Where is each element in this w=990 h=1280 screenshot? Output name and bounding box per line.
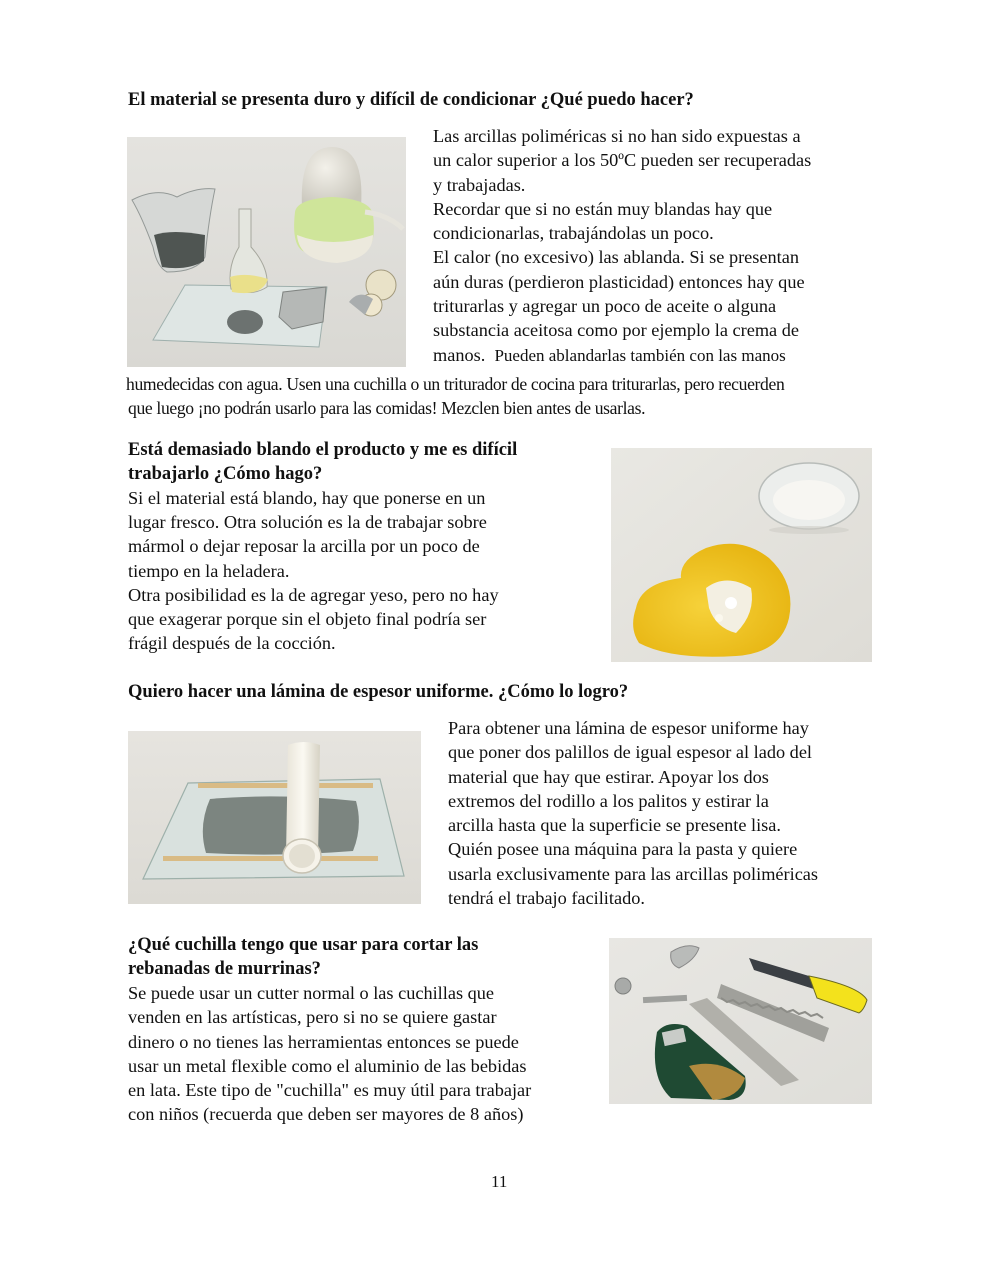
body-line: substancia aceitosa como por ejemplo la crema de	[433, 320, 799, 341]
section-2-text	[128, 439, 598, 655]
body-line: triturarlas y agregar un poco de aceite o alguna	[433, 296, 777, 317]
body-line: en lata. Este tipo de "cuchilla" es muy útil para trabajar	[128, 1080, 532, 1101]
body-line: usar un metal flexible como el aluminio de las bebidas	[128, 1055, 527, 1076]
section-4-body	[128, 981, 603, 1127]
body-line: y trabajadas.	[433, 174, 526, 195]
body-line: Las arcillas poliméricas si no han sido expuestas a	[433, 126, 801, 146]
section-1-body	[433, 124, 883, 368]
section-heading-uniform-sheet: Quiero hacer una lámina de espesor uniforme. ¿Cómo lo logro?	[128, 682, 629, 702]
body-line: dinero o no tienes las herramientas entonces se puede	[128, 1031, 519, 1052]
body-line: material que hay que estirar. Apoyar los dos	[448, 766, 769, 787]
page-number: 11	[491, 1172, 508, 1191]
body-line: venden en las artísticas, pero si no se quiere gastar	[128, 1007, 497, 1028]
photo-yellow-clay-plaster	[611, 448, 872, 662]
section-3-body	[448, 716, 888, 910]
body-line: que poner dos palillos de igual espesor al lado del	[448, 742, 813, 763]
body-inline-tail: Pueden ablandarlas también con las manos	[494, 345, 786, 365]
body-line: Otra posibilidad es la de agregar yeso, pero no hay	[128, 584, 499, 605]
body-line: extremos del rodillo a los palitos y estirar la	[448, 790, 769, 811]
body-line: que luego ¡no podrán usarlo para las comidas! Mezclen bien antes de usarlas.	[128, 398, 646, 418]
body-line: lugar fresco. Otra solución es la de trabajar sobre	[128, 512, 487, 533]
body-line: Quién posee una máquina para la pasta y quiere	[448, 839, 798, 860]
body-line: mármol o dejar reposar la arcilla por un poco de	[128, 536, 480, 557]
section-2-body	[128, 486, 598, 655]
photo-rolling-clay-sheet	[128, 731, 421, 904]
body-line: Recordar que si no están muy blandas hay que	[433, 198, 773, 219]
section-4-text	[128, 934, 603, 1127]
heading-line: trabajarlo ¿Cómo hago?	[128, 463, 323, 484]
section-1-full-width-text	[126, 372, 784, 420]
body-line: humedecidas con agua. Usen una cuchilla o un triturador de cocina para triturarlas, pero recuerden	[126, 374, 785, 394]
body-line: frágil después de la cocción.	[128, 633, 336, 654]
heading-line: ¿Qué cuchilla tengo que usar para cortar las	[128, 935, 479, 955]
photo-clay-recovery-tools	[127, 137, 406, 367]
body-line-with-tail	[433, 343, 883, 368]
heading-line: rebanadas de murrinas?	[128, 958, 321, 979]
body-line: aún duras (perdieron plasticidad) entonces hay que	[433, 271, 805, 292]
body-line: Se puede usar un cutter normal o las cuchillas que	[128, 983, 495, 1003]
section-heading-soft-material	[128, 439, 598, 486]
body-line: tendrá el trabajo facilitado.	[448, 888, 645, 909]
body-line: Para obtener una lámina de espesor uniforme hay	[448, 718, 809, 738]
heading-line: Está demasiado blando el producto y me es difícil	[128, 440, 518, 460]
body-line: tiempo en la heladera.	[128, 560, 290, 581]
section-heading-blade	[128, 934, 603, 981]
body-line: con niños (recuerda que deben ser mayores de 8 años)	[128, 1104, 524, 1125]
body-line: usarla exclusivamente para las arcillas poliméricas	[448, 863, 819, 884]
body-line: condicionarlas, trabajándolas un poco.	[433, 223, 714, 244]
body-line: que exagerar porque sin el objeto final podría ser	[128, 609, 487, 630]
body-line: manos.	[433, 344, 486, 365]
body-line: arcilla hasta que la superficie se presente lisa.	[448, 815, 781, 836]
body-line: un calor superior a los 50ºC pueden ser recuperadas	[433, 150, 812, 171]
body-line: Si el material está blando, hay que ponerse en un	[128, 488, 486, 508]
section-heading-hard-material: El material se presenta duro y difícil de condicionar ¿Qué puedo hacer?	[128, 90, 694, 110]
photo-cutting-blades	[609, 938, 872, 1104]
body-line: El calor (no excesivo) las ablanda. Si se presentan	[433, 247, 799, 268]
